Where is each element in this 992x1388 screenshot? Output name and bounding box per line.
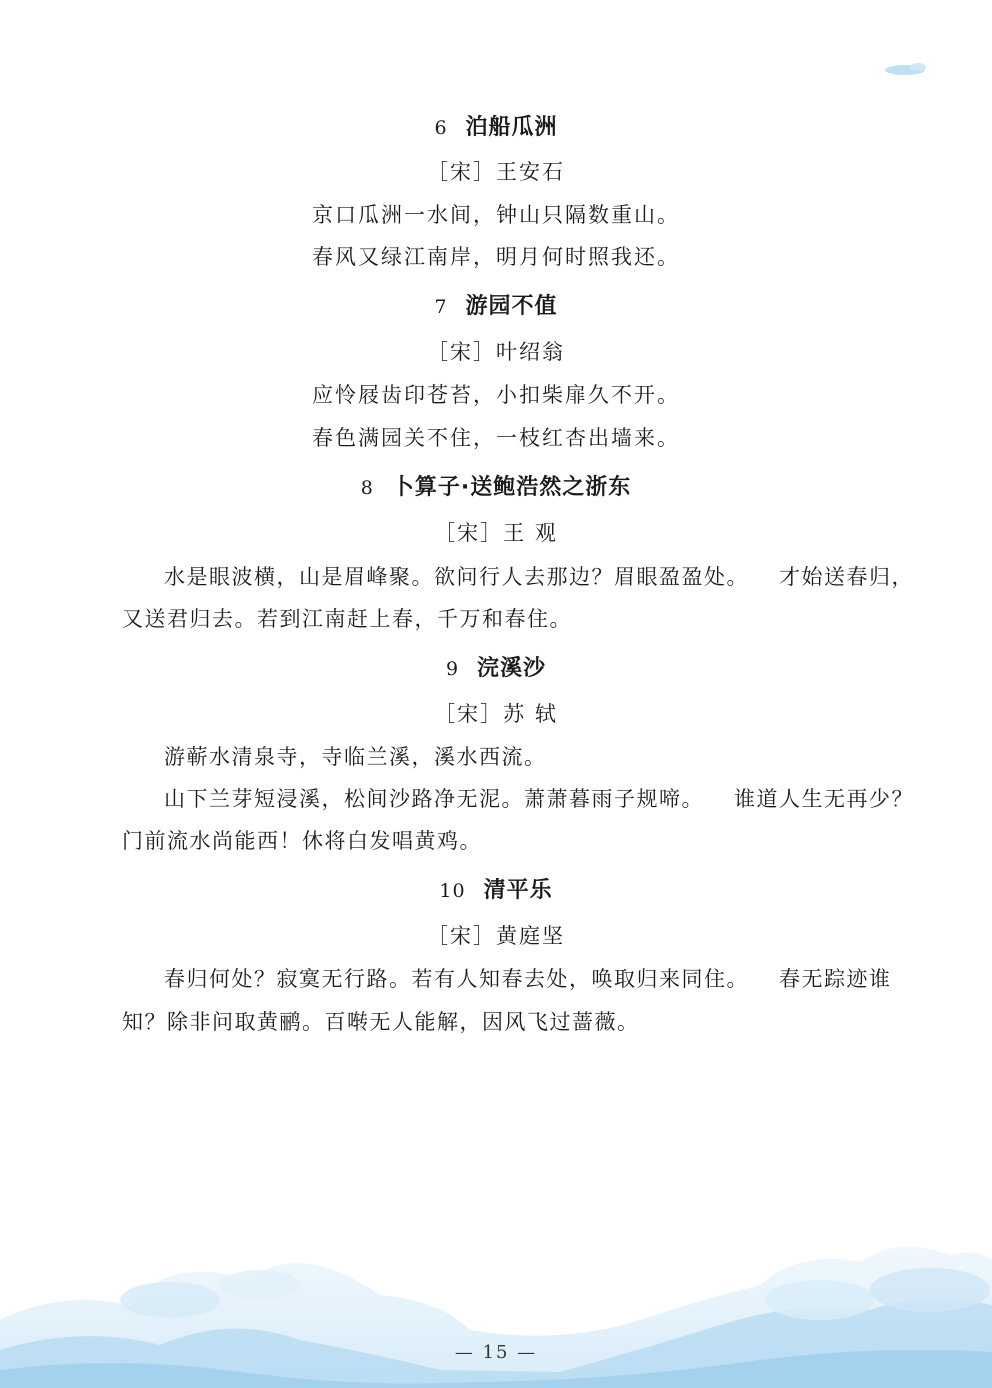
poem-number: 7 (434, 296, 448, 318)
poem-number: 10 (439, 880, 466, 902)
poem-author: ［宋］黄庭坚 (427, 924, 565, 948)
stanza-part: 水是眼波横，山是眉峰聚。欲问行人去那边？眉眼盈盈处。 (164, 565, 749, 589)
stanza-part: 谁道人生无再少？ (734, 787, 914, 811)
poem-author: ［宋］叶绍翁 (427, 340, 565, 364)
page-number: — 15 — (454, 1342, 538, 1363)
poem-title-10 (0, 873, 992, 904)
poem-author: ［宋］苏 轼 (434, 702, 558, 726)
poem-number: 8 (360, 477, 374, 499)
poem-title-9 (0, 651, 992, 682)
poem-title-text: 清平乐 (483, 878, 553, 903)
poem-number: 6 (434, 117, 448, 139)
poem-stanza-line: 又送君归去。若到江南赶上春，千万和春住。 (122, 607, 572, 631)
poem-preface: 游蕲水清泉寺，寺临兰溪，溪水西流。 (164, 745, 547, 769)
poem-line: 应怜屐齿印苍苔，小扣柴扉久不开。 (312, 383, 680, 407)
poem-title-text: 游园不值 (465, 294, 558, 319)
poem-author: ［宋］王安石 (427, 160, 565, 184)
poem-stanza-line (122, 783, 914, 813)
poem-line: 春色满园关不住，一枝红杏出墙来。 (312, 426, 680, 450)
poem-stanza-line (122, 963, 902, 993)
stanza-part: 春归何处？寂寞无行路。若有人知春去处，唤取归来同住。 (164, 967, 749, 991)
poem-title-7 (0, 289, 992, 320)
poem-title-text: 浣溪沙 (477, 656, 547, 681)
poem-title-text: 泊船瓜洲 (465, 115, 558, 140)
poem-line: 京口瓜洲一水间，钟山只隔数重山。 (312, 203, 680, 227)
stanza-part: 山下兰芽短浸溪，松间沙路净无泥。萧萧暮雨子规啼。 (164, 787, 704, 811)
poem-title-text: 卜算子·送鲍浩然之浙东 (391, 475, 632, 500)
poem-title-6 (0, 110, 992, 141)
poem-number: 9 (445, 658, 460, 680)
poem-stanza-line: 门前流水尚能西！休将白发唱黄鸡。 (122, 829, 482, 853)
poem-stanza-line: 知？除非问取黄鹂。百啭无人能解，因风飞过蔷薇。 (122, 1010, 640, 1034)
stanza-part: 春无踪迹谁 (779, 967, 892, 991)
poem-author: ［宋］王 观 (434, 521, 558, 545)
poem-title-8 (0, 470, 992, 501)
poem-line: 春风又绿江南岸，明月何时照我还。 (312, 245, 680, 269)
poem-stanza-line (122, 561, 914, 591)
stanza-part: 才始送春归， (779, 565, 914, 589)
